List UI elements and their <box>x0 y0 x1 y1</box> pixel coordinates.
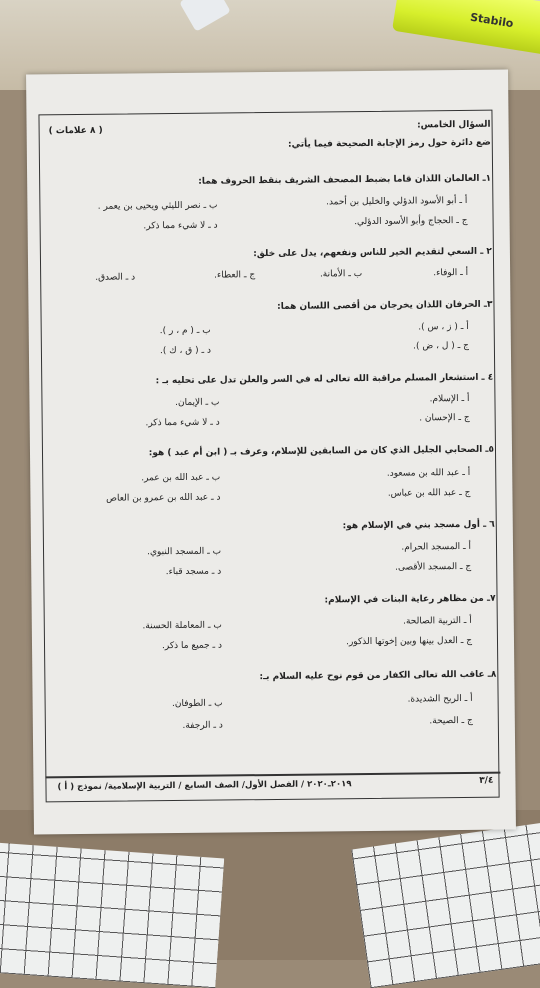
q3-option-a[interactable]: أ ـ ( ز ، س ). <box>418 321 469 333</box>
q4-option-c[interactable]: ج ـ الإحسان . <box>419 412 470 424</box>
q2-option-c[interactable]: ج ـ العطاء. <box>214 270 256 281</box>
q5-option-c[interactable]: ج ـ عبد الله بن عباس. <box>387 487 471 499</box>
question-4: ٤ ـ استشعار المسلم مراقبة الله تعالى له في السر والعلن تدل على تحليه بـ : <box>155 372 494 387</box>
question-5: ٥ـ الصحابي الجليل الذي كان من السابقين للإسلام، وعرف بـ ( ابن أم عبد ) هو: <box>148 444 495 459</box>
q7-option-d[interactable]: د ـ جميع ما ذكر. <box>161 640 223 652</box>
q1-option-d[interactable]: د ـ لا شيء مما ذكر. <box>143 220 218 232</box>
q6-option-d[interactable]: د ـ مسجد قباء. <box>165 566 222 578</box>
q8-option-b[interactable]: ب ـ الطوفان. <box>171 698 223 710</box>
question-2: ٢ ـ السعي لتقديم الخير للناس ونفعهم، يدل على خلق: <box>253 246 492 260</box>
q2-option-a[interactable]: أ ـ الوفاء. <box>433 267 469 279</box>
marks-label: ( ٨ علامات ) <box>48 125 103 137</box>
q1-option-c[interactable]: ج ـ الحجاج وأبو الأسود الدؤلي. <box>354 215 468 228</box>
highlighter-brand: Stabilo <box>469 10 515 31</box>
question-8: ٨ـ عاقب الله تعالى الكفار من قوم نوح عليه السلام بـ: <box>259 669 497 683</box>
q5-option-b[interactable]: ب ـ عبد الله بن عمر. <box>141 472 221 484</box>
page-number: ٣/٤ <box>479 775 494 786</box>
q8-option-d[interactable]: د ـ الرجفة. <box>182 720 223 731</box>
question-3: ٣ـ الحرفان اللذان يخرجان من أقصى اللسان هما: <box>277 299 493 312</box>
q8-option-a[interactable]: أ ـ الريح الشديدة. <box>407 693 473 705</box>
exam-info: ٢٠١٩ـ٢٠٢٠ / الفصل الأول/ الصف السابع / التربية الإسلامية/ نموذج ( أ ) <box>57 779 352 793</box>
q7-option-b[interactable]: ب ـ المعاملة الحسنة. <box>142 620 222 632</box>
instruction: ضع دائرة حول رمز الإجابة الصحيحة فيما يأتي: <box>287 137 491 150</box>
q4-option-a[interactable]: أ ـ الإسلام. <box>429 393 470 405</box>
q4-option-d[interactable]: د ـ لا شيء مما ذكر. <box>145 417 220 429</box>
question-1: ١ـ العالمان اللذان قاما بضبط المصحف الشريف بنقط الحروف هما: <box>198 173 492 187</box>
section-title: السؤال الخامس: <box>417 119 491 131</box>
q6-option-b[interactable]: ب ـ المسجد النبوي. <box>147 546 222 558</box>
q8-option-c[interactable]: ج ـ الصيحة. <box>429 715 473 727</box>
q6-option-a[interactable]: أ ـ المسجد الحرام. <box>401 541 472 553</box>
q2-option-b[interactable]: ب ـ الأمانة. <box>319 269 363 280</box>
question-7: ٧ـ من مظاهر رعاية البنات في الإسلام: <box>324 593 496 606</box>
q3-option-b[interactable]: ب ـ ( م ، ر ). <box>159 325 211 337</box>
q5-option-a[interactable]: أ ـ عبد الله بن مسعود. <box>386 467 471 479</box>
q4-option-b[interactable]: ب ـ الإيمان. <box>175 397 220 409</box>
answer-sheet-left <box>0 842 224 988</box>
q1-option-b[interactable]: ب ـ نصر الليثي ويحيى بن يعمر . <box>97 200 218 212</box>
q3-option-d[interactable]: د ـ ( ق ، ك ). <box>159 345 211 357</box>
q2-option-d[interactable]: د ـ الصدق. <box>95 272 136 283</box>
answer-sheet-right <box>351 822 540 988</box>
q5-option-d[interactable]: د ـ عبد الله بن عمرو بن العاص <box>106 492 221 504</box>
question-6: ٦ ـ أول مسجد بني في الإسلام هو: <box>342 519 495 532</box>
q7-option-a[interactable]: أ ـ التربية الصالحة. <box>403 615 472 627</box>
exam-page <box>26 69 516 834</box>
q1-option-a[interactable]: أ ـ أبو الأسود الدؤلي والخليل بن أحمد. <box>326 195 468 208</box>
q6-option-c[interactable]: ج ـ المسجد الأقصى. <box>395 561 472 573</box>
q7-option-c[interactable]: ج ـ العدل بينها وبين إخوتها الذكور. <box>346 635 473 648</box>
q3-option-c[interactable]: ج ـ ( ل ، ض ). <box>413 340 469 352</box>
